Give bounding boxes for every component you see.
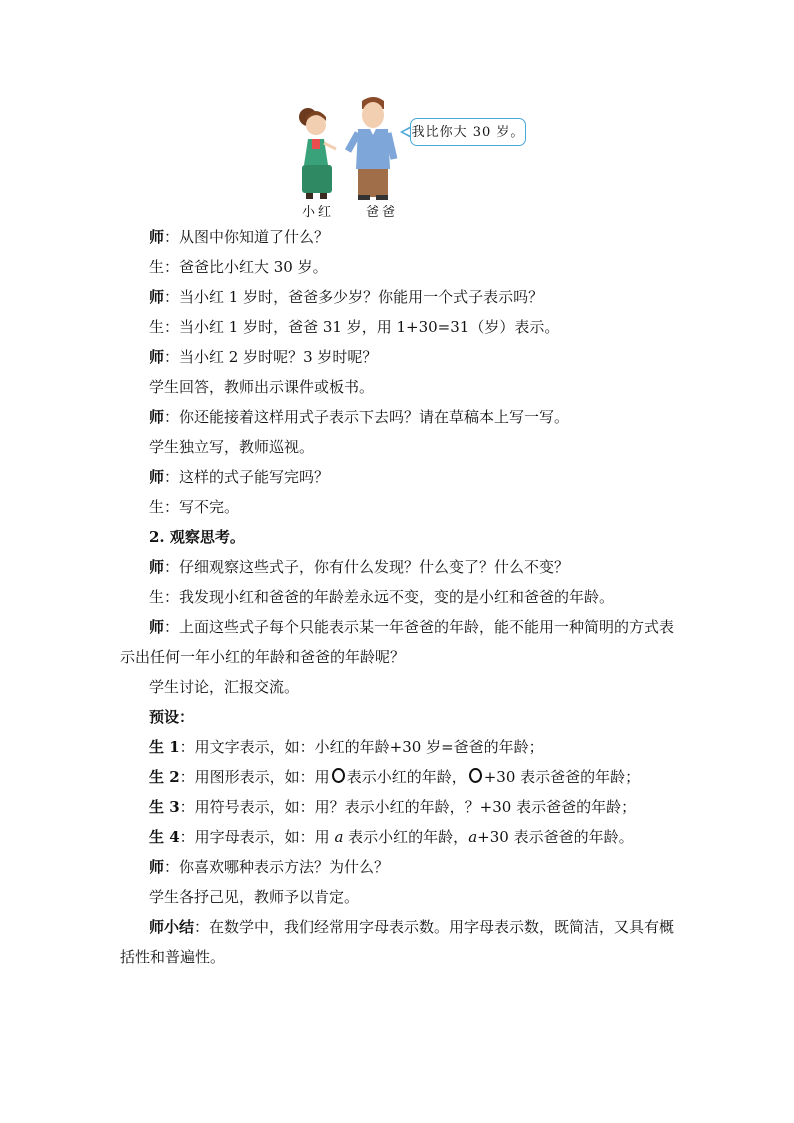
dialogue-line: 生：写不完。 [149, 498, 240, 516]
dialogue-line: 生：我发现小红和爸爸的年龄差永远不变，变的是小红和爸爸的年龄。 [149, 588, 615, 606]
lesson-text [120, 222, 676, 972]
speech-bubble: 我比你大 30 岁。 [410, 118, 526, 146]
preset-answer: 生 1：用文字表示，如：小红的年龄+30 岁=爸爸的年龄； [149, 738, 544, 756]
teacher-summary: 师小结：在数学中，我们经常用字母表示数。用字母表示数，既简洁，又具有概括性和普遍性。 [120, 918, 675, 966]
dialogue-line: 师：你还能接着这样用式子表示下去吗？请在草稿本上写一写。 [149, 408, 570, 426]
girl-figure [299, 108, 336, 199]
preset-answer: 生 4：用字母表示，如：用 a 表示小红的年龄，a+30 表示爸爸的年龄。 [149, 828, 634, 846]
circle-symbol-icon [469, 768, 482, 783]
narration-line: 学生各抒己见，教师予以肯定。 [149, 888, 360, 906]
dialogue-line: 师：从图中你知道了什么？ [149, 228, 330, 246]
circle-symbol-icon [332, 768, 345, 783]
dialogue-line: 生：当小红 1 岁时，爸爸 31 岁，用 1+30=31（岁）表示。 [149, 318, 560, 336]
caption-girl: 小红 [302, 205, 335, 220]
narration-line: 学生讨论，汇报交流。 [149, 678, 300, 696]
caption-dad: 爸爸 [366, 205, 399, 220]
father-figure [348, 97, 394, 200]
dialogue-line: 师：这样的式子能写完吗？ [149, 468, 330, 486]
narration-line: 学生独立写，教师巡视。 [149, 438, 315, 456]
dialogue-paragraph: 师：上面这些式子每个只能表示某一年爸爸的年龄，能不能用一种简明的方式表示出任何一年小红的年龄和爸爸的年龄呢？ [120, 618, 675, 666]
preset-heading: 预设： [149, 708, 195, 726]
dialogue-line: 师：当小红 2 岁时呢？3 岁时呢？ [149, 348, 378, 366]
dialogue-line: 师：仔细观察这些式子，你有什么发现？什么变了？什么不变？ [149, 558, 570, 576]
dialogue-line: 生：爸爸比小红大 30 岁。 [149, 258, 328, 276]
section-heading: 2. 观察思考。 [149, 528, 245, 546]
dialogue-line: 师：当小红 1 岁时，爸爸多少岁？你能用一个式子表示吗？ [149, 288, 544, 306]
preset-answer: 生 2：用图形表示，如：用 表示小红的年龄， +30 表示爸爸的年龄； [149, 768, 641, 786]
illustration [290, 95, 540, 220]
dialogue-line: 师：你喜欢哪种表示方法？为什么？ [149, 858, 390, 876]
narration-line: 学生回答，教师出示课件或板书。 [149, 378, 375, 396]
preset-answer: 生 3：用符号表示，如：用？表示小红的年龄，？+30 表示爸爸的年龄； [149, 798, 637, 816]
girl-and-father-illustration [290, 95, 400, 201]
